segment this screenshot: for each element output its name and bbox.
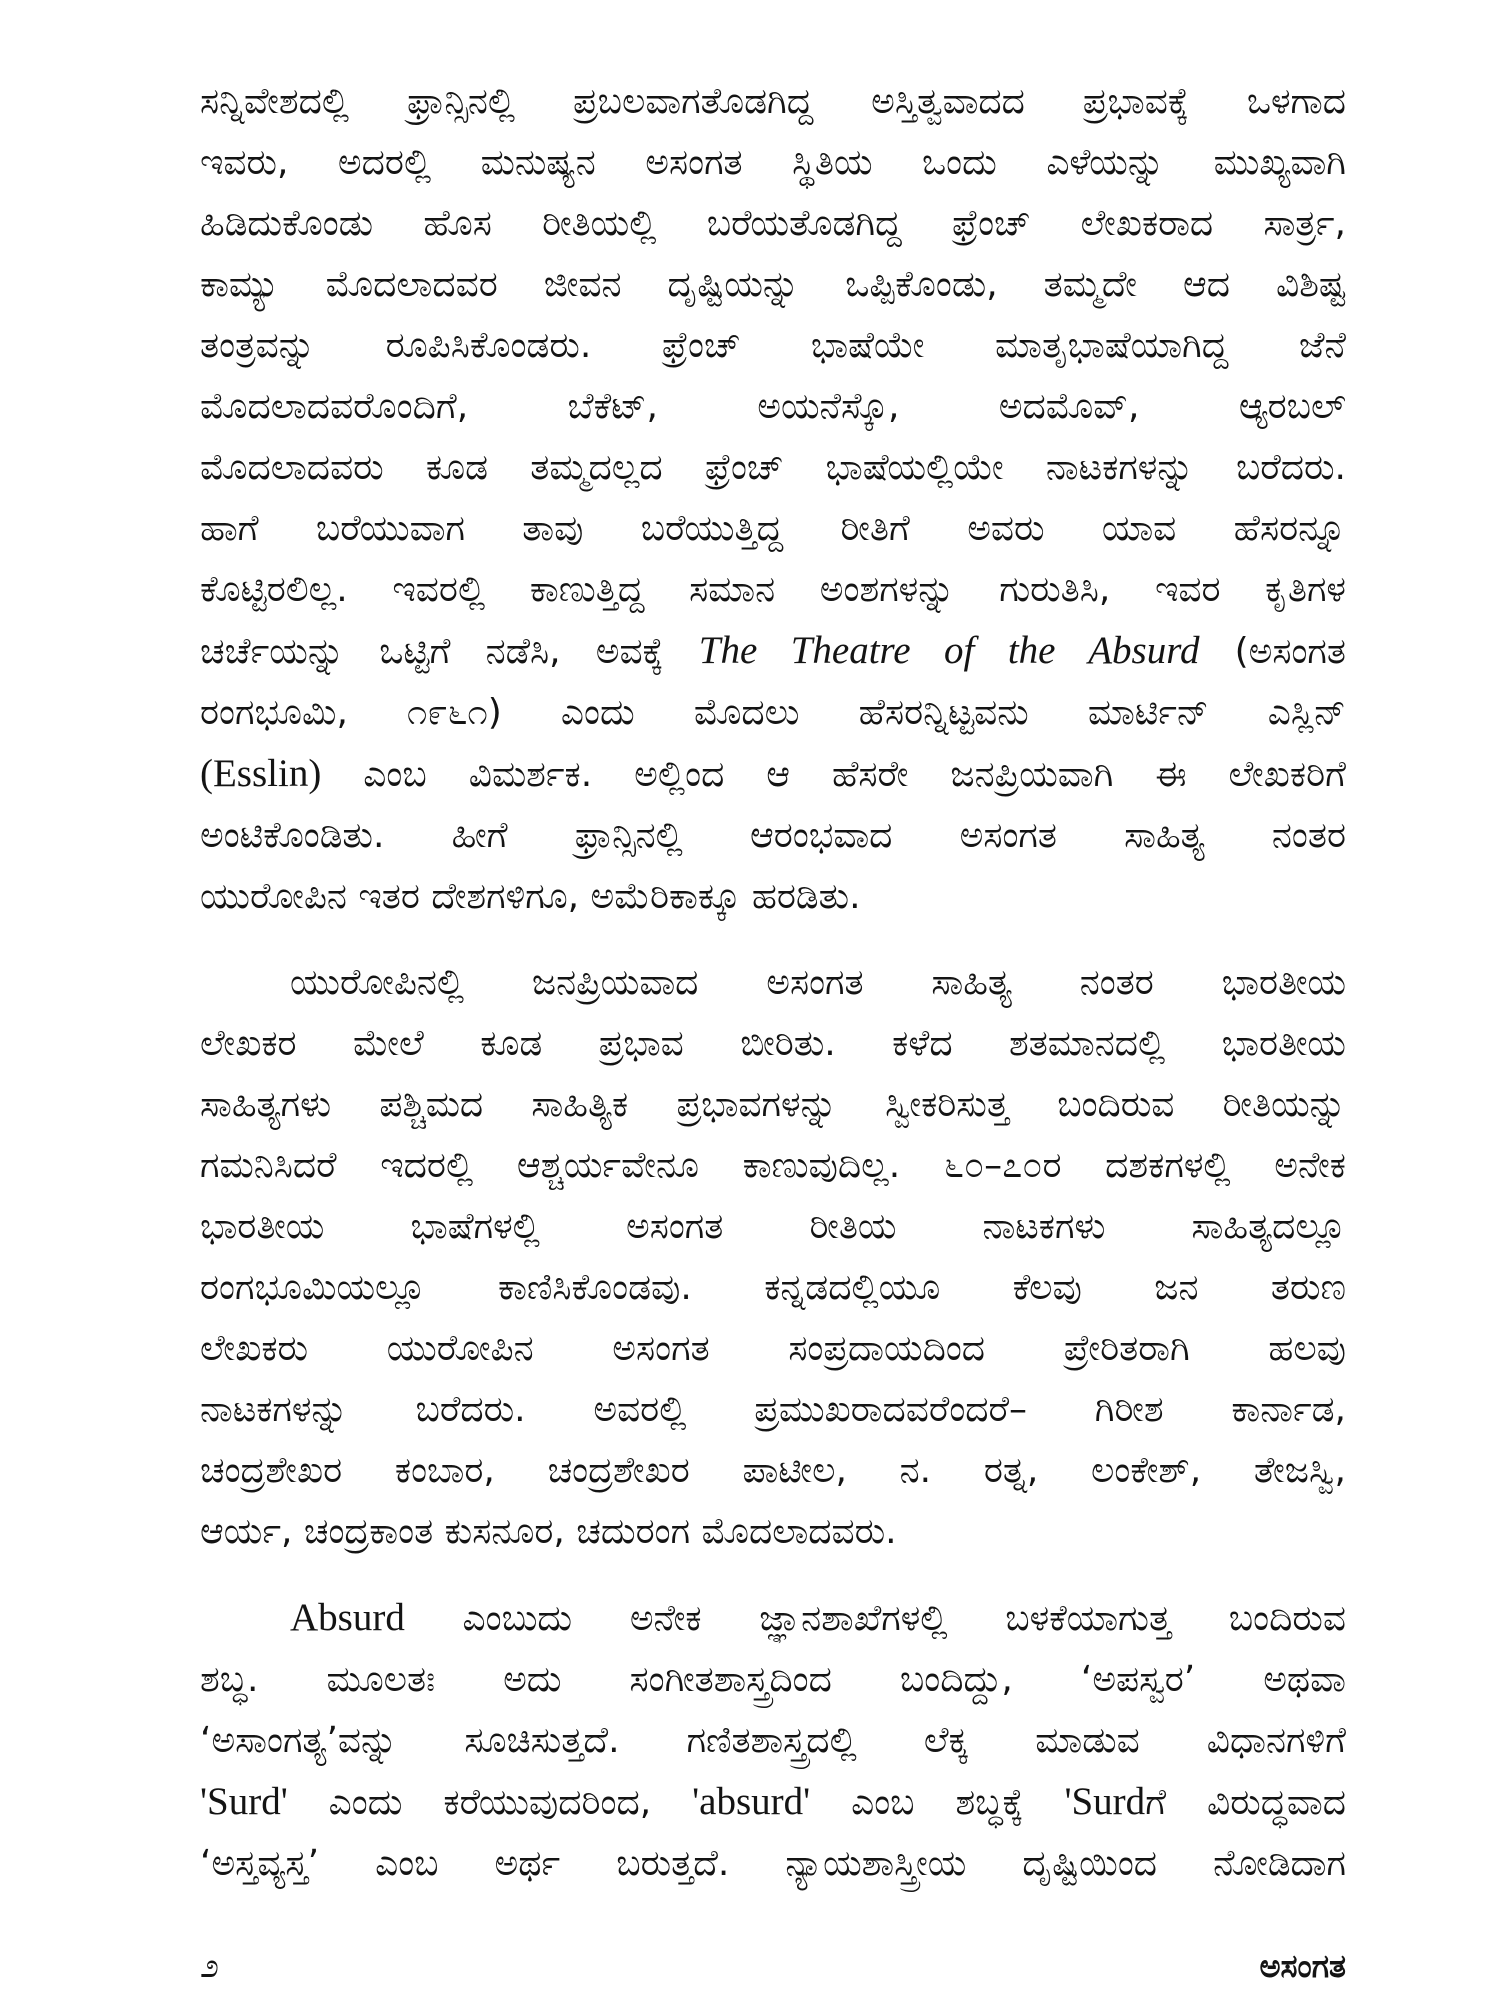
text-line [200, 1771, 1346, 1833]
body-text [200, 71, 1346, 1894]
line-text: ಎಂಬ ಶಬ್ಧಕ್ಕೆ [810, 1782, 1065, 1823]
english-term: 'Surd' [200, 1780, 288, 1823]
line-text: ‘ಅಸ್ತವ್ಯಸ್ತ’ ಎಂಬ ಅರ್ಥ ಬರುತ್ತದೆ. ನ್ಯಾಯಶಾಸ್ತ್ರೀಯ ದೃಷ್ಟಿಯಿಂದ ನೋಡಿದಾಗ [200, 1843, 1346, 1884]
line-text: ರಂಗಭೂಮಿ, ೧೯೬೧) ಎಂದು ಮೊದಲು ಹೆಸರನ್ನಿಟ್ಟವನು ಮಾರ್ಟಿನ್ ಎಸ್ಲಿನ್ [200, 692, 1346, 733]
line-text: ಮೊದಲಾದವರು ಕೂಡ ತಮ್ಮದಲ್ಲದ ಫ್ರೆಂಚ್ ಭಾಷೆಯಲ್ಲಿಯೇ ನಾಟಕಗಳನ್ನು ಬರೆದರು. [200, 447, 1346, 488]
english-term: 'Surd [1064, 1780, 1146, 1823]
line-text: ಸನ್ನಿವೇಶದಲ್ಲಿ ಫ್ರಾನ್ಸಿನಲ್ಲಿ ಪ್ರಬಲವಾಗತೊಡಗಿದ್ದ ಅಸ್ತಿತ್ವವಾದದ ಪ್ರಭಾವಕ್ಕೆ ಒಳಗಾದ [200, 81, 1346, 122]
line-text: ಕೊಟ್ಟಿರಲಿಲ್ಲ. ಇವರಲ್ಲಿ ಕಾಣುತ್ತಿದ್ದ ಸಮಾನ ಅಂಶಗಳನ್ನು ಗುರುತಿಸಿ, ಇವರ ಕೃತಿಗಳ [200, 569, 1346, 610]
line-text: ನಾಟಕಗಳನ್ನು ಬರೆದರು. ಅವರಲ್ಲಿ ಪ್ರಮುಖರಾದವರೆಂದರೆ– ಗಿರೀಶ ಕಾರ್ನಾಡ, [200, 1389, 1346, 1430]
page-number: ೨ [200, 1946, 220, 1986]
line-text: ಸಾಹಿತ್ಯಗಳು ಪಶ್ಚಿಮದ ಸಾಹಿತ್ಯಿಕ ಪ್ರಭಾವಗಳನ್ನು ಸ್ವೀಕರಿಸುತ್ತ ಬಂದಿರುವ ರೀತಿಯನ್ನು [200, 1084, 1346, 1125]
paragraph [200, 1587, 1346, 1894]
text-line [200, 743, 1346, 805]
line-text: ಅಂಟಿಕೊಂಡಿತು. ಹೀಗೆ ಫ್ರಾನ್ಸಿನಲ್ಲಿ ಆರಂಭವಾದ ಅಸಂಗತ ಸಾಹಿತ್ಯ ನಂತರ [200, 815, 1346, 856]
text-line [200, 254, 1346, 315]
text-line [200, 1196, 1346, 1257]
text-line [200, 952, 1346, 1013]
line-text: ಮೊದಲಾದವರೊಂದಿಗೆ, ಬೆಕೆಟ್, ಅಯನೆಸ್ಕೊ, ಅದಮೊವ್, ಆ್ಯರಬಲ್ [200, 386, 1346, 427]
text-line [200, 1710, 1346, 1771]
text-line [200, 315, 1346, 376]
text-line [200, 1649, 1346, 1710]
line-text: ಎಂಬುದು ಅನೇಕ ಜ್ಞಾನಶಾಖೆಗಳಲ್ಲಿ ಬಳಕೆಯಾಗುತ್ತ ಬಂದಿರುವ [404, 1598, 1346, 1639]
text-line [200, 71, 1346, 132]
line-text: ಲೇಖಕರ ಮೇಲೆ ಕೂಡ ಪ್ರಭಾವ ಬೀರಿತು. ಕಳೆದ ಶತಮಾನದಲ್ಲಿ ಭಾರತೀಯ [200, 1023, 1346, 1064]
line-text: ಎಂಬ ವಿಮರ್ಶಕ. ಅಲ್ಲಿಂದ ಆ ಹೆಸರೇ ಜನಪ್ರಿಯವಾಗಿ ಈ ಲೇಖಕರಿಗೆ [321, 754, 1346, 795]
text-line [200, 1318, 1346, 1379]
line-text: ತಂತ್ರವನ್ನು ರೂಪಿಸಿಕೊಂಡರು. ಫ್ರೆಂಚ್ ಭಾಷೆಯೇ ಮಾತೃಭಾಷೆಯಾಗಿದ್ದ ಜೆನೆ [200, 325, 1346, 366]
paragraph [200, 952, 1346, 1562]
line-text: ಕಾಮ್ಯು ಮೊದಲಾದವರ ಜೀವನ ದೃಷ್ಟಿಯನ್ನು ಒಪ್ಪಿಕೊಂಡು, ತಮ್ಮದೇ ಆದ ವಿಶಿಷ್ಟ [200, 264, 1346, 305]
english-term: (Esslin) [200, 752, 322, 795]
line-text: ಗಮನಿಸಿದರೆ ಇದರಲ್ಲಿ ಆಶ್ಚರ್ಯವೇನೂ ಕಾಣುವುದಿಲ್ಲ. ೬೦–೭೦ರ ದಶಕಗಳಲ್ಲಿ ಅನೇಕ [200, 1145, 1346, 1186]
paragraph [200, 71, 1346, 927]
text-line [200, 805, 1346, 866]
line-text: ಚಂದ್ರಶೇಖರ ಕಂಬಾರ, ಚಂದ್ರಶೇಖರ ಪಾಟೀಲ, ನ. ರತ್ನ, ಲಂಕೇಶ್, ತೇಜಸ್ವಿ, [200, 1450, 1346, 1491]
text-line [200, 682, 1346, 743]
line-text: ಗೆ ವಿರುದ್ಧವಾದ [1145, 1782, 1347, 1823]
line-text: ಯುರೋಪಿನ ಇತರ ದೇಶಗಳಿಗೂ, ಅಮೆರಿಕಾಕ್ಕೂ ಹರಡಿತು. [200, 876, 861, 917]
text-line [200, 437, 1346, 498]
line-text: ಇವರು, ಅದರಲ್ಲಿ ಮನುಷ್ಯನ ಅಸಂಗತ ಸ್ಥಿತಿಯ ಒಂದು ಎಳೆಯನ್ನು ಮುಖ್ಯವಾಗಿ [200, 142, 1346, 183]
book-title: The Theatre of the Absurd [698, 629, 1200, 672]
running-title: ಅಸಂಗತ [1259, 1947, 1346, 1985]
line-text: ಹಾಗೆ ಬರೆಯುವಾಗ ತಾವು ಬರೆಯುತ್ತಿದ್ದ ರೀತಿಗೆ ಅವರು ಯಾವ ಹೆಸರನ್ನೂ [200, 508, 1346, 549]
text-line [200, 559, 1346, 620]
text-line [200, 1587, 1346, 1649]
line-text: ಎಂದು ಕರೆಯುವುದರಿಂದ, [287, 1782, 693, 1823]
text-line [200, 620, 1346, 682]
text-line [200, 1379, 1346, 1440]
line-text: ಆರ್ಯ, ಚಂದ್ರಕಾಂತ ಕುಸನೂರ, ಚದುರಂಗ ಮೊದಲಾದವರು. [200, 1511, 897, 1552]
english-term: Absurd [290, 1596, 405, 1639]
text-line [200, 1501, 1346, 1562]
line-text: (ಅಸಂಗತ [1199, 631, 1346, 672]
line-text: ಯುರೋಪಿನಲ್ಲಿ ಜನಪ್ರಿಯವಾದ ಅಸಂಗತ ಸಾಹಿತ್ಯ ನಂತರ ಭಾರತೀಯ [290, 962, 1346, 1003]
text-line [200, 498, 1346, 559]
line-text: ಭಾರತೀಯ ಭಾಷೆಗಳಲ್ಲಿ ಅಸಂಗತ ರೀತಿಯ ನಾಟಕಗಳು ಸಾಹಿತ್ಯದಲ್ಲೂ [200, 1206, 1346, 1247]
text-line [200, 1257, 1346, 1318]
text-line [200, 1074, 1346, 1135]
line-text: ‘ಅಸಾಂಗತ್ಯ’ವನ್ನು ಸೂಚಿಸುತ್ತದೆ. ಗಣಿತಶಾಸ್ತ್ರದಲ್ಲಿ ಲೆಕ್ಕ ಮಾಡುವ ವಿಧಾನಗಳಿಗೆ [200, 1720, 1346, 1761]
line-text: ರಂಗಭೂಮಿಯಲ್ಲೂ ಕಾಣಿಸಿಕೊಂಡವು. ಕನ್ನಡದಲ್ಲಿಯೂ ಕೆಲವು ಜನ ತರುಣ [200, 1267, 1346, 1308]
line-text: ಲೇಖಕರು ಯುರೋಪಿನ ಅಸಂಗತ ಸಂಪ್ರದಾಯದಿಂದ ಪ್ರೇರಿತರಾಗಿ ಹಲವು [200, 1328, 1346, 1369]
text-line [200, 866, 1346, 927]
line-text: ಶಬ್ಧ. ಮೂಲತಃ ಅದು ಸಂಗೀತಶಾಸ್ತ್ರದಿಂದ ಬಂದಿದ್ದು, ‘ಅಪಸ್ವರ’ ಅಥವಾ [200, 1659, 1346, 1700]
text-line [200, 1013, 1346, 1074]
english-term: 'absurd' [692, 1780, 811, 1823]
line-text: ಚರ್ಚೆಯನ್ನು ಒಟ್ಟಿಗೆ ನಡೆಸಿ, ಅವಕ್ಕೆ [200, 631, 699, 672]
text-line [200, 1135, 1346, 1196]
text-line [200, 193, 1346, 254]
text-line [200, 1440, 1346, 1501]
text-line [200, 376, 1346, 437]
text-line [200, 1833, 1346, 1894]
line-text: ಹಿಡಿದುಕೊಂಡು ಹೊಸ ರೀತಿಯಲ್ಲಿ ಬರೆಯತೊಡಗಿದ್ದ ಫ್ರೆಂಚ್ ಲೇಖಕರಾದ ಸಾರ್ತ್ರ, [200, 203, 1346, 244]
text-line [200, 132, 1346, 193]
